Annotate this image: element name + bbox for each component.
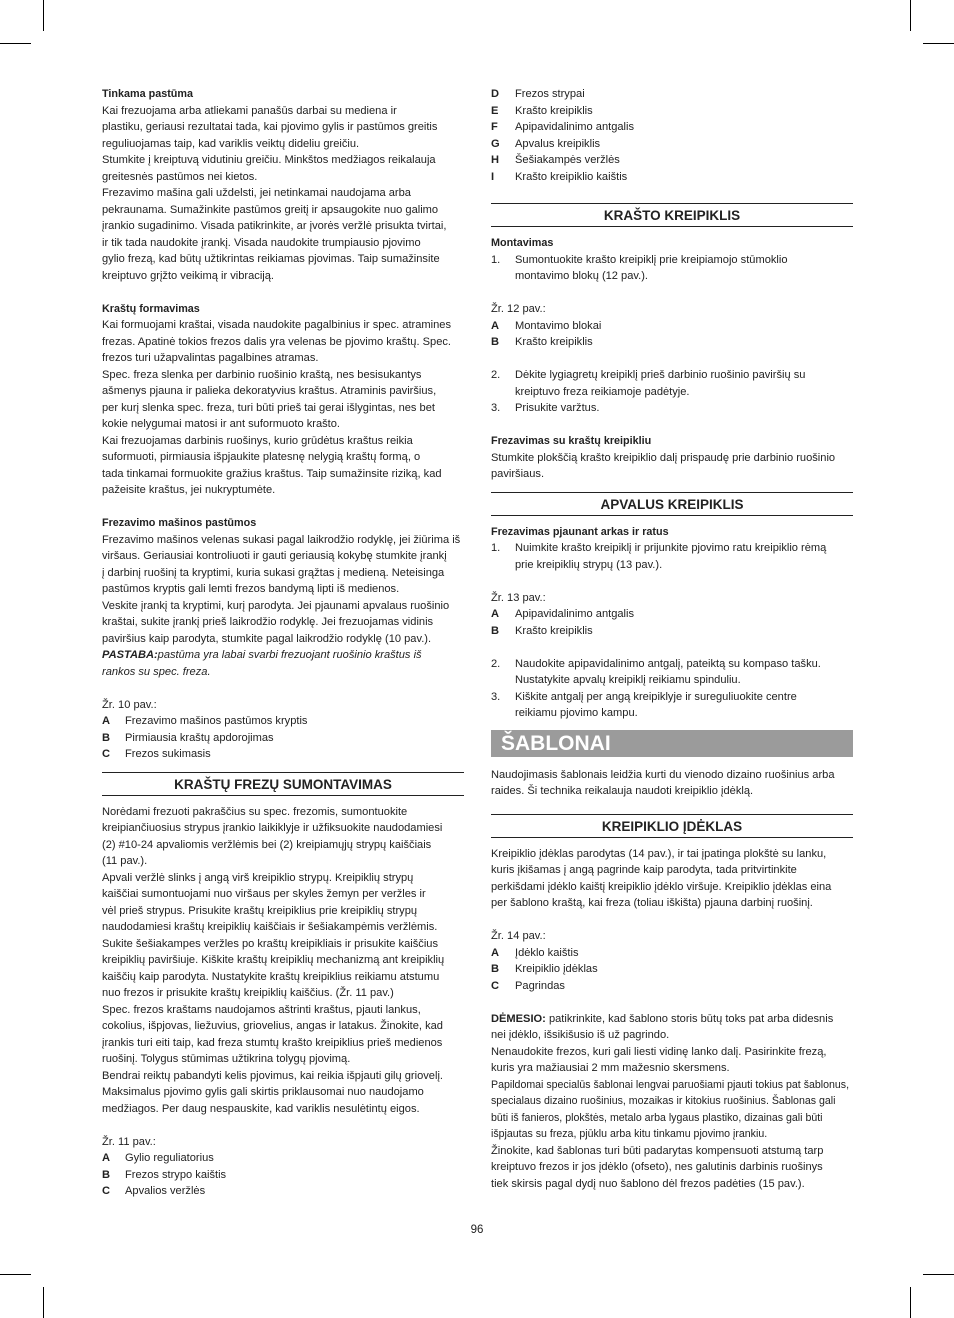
step-text: montavimo blokų (12 pav.). <box>515 270 648 282</box>
tinkama-line: kreiptuvo grįžto veikimą ir vibraciją. <box>102 269 275 282</box>
zinokite-line: kreiptuvo frezos ir jos įdėklo (ofseto), nes galutinis darbinis ruošinys <box>491 1161 823 1173</box>
tinkama-line: plastiku, geriausi rezultatai tada, kai pjovimo gylis ir pastūmos greitis <box>102 121 438 133</box>
montavimas-heading: Montavimas <box>491 237 554 249</box>
papildomai-line: Papildomai specialūs šablonai lengvai paruošiami pjauti tokius pat šablonus, <box>491 1078 850 1091</box>
section1-line: įrankis turi eiti taip, kad freza stumtų krašto kreipiklius prieš medienos <box>102 1036 443 1049</box>
step-text: Nustatykite apvalų kreipiklį reikiamu spinduliu. <box>515 674 741 686</box>
demesio-line: Nenaudokite frezos, kuri gali liesti vidinę lanko dalį. Pasirinkite frezą, <box>491 1045 827 1058</box>
krastu-line: frezos turi užapvalintas pagalbines atramas. <box>102 352 319 364</box>
step-number: 2. <box>491 657 501 670</box>
item-text: Frezos strypai <box>515 88 585 100</box>
section1-line: ruošinį. Tolygus stūmimas užtikrina tolygų pjovimą. <box>102 1053 351 1065</box>
item-key: A <box>102 715 111 727</box>
item-key: A <box>491 608 500 620</box>
section1-line: Maksimalus pjovimo gylis gali skirtis priklausomai nuo naudojamo <box>102 1086 424 1098</box>
parts-item <box>491 119 853 136</box>
tinkama-line: gylio frezą, kad būtų užtikrintas reikiamas pjovimas. Taip sumažinsite <box>102 253 440 265</box>
tinkama-line: Frezavimo mašina gali uždelsti, jei netinkamai naudojama arba <box>102 187 411 199</box>
demesio-text: patikrinkite, kad šablono storis būtų toks pat arba didesnis <box>548 1012 834 1025</box>
krastu-line: per kurį slenka spec. freza, turi būti prieš tai gerai išlygintas, nes bet <box>102 401 435 414</box>
section1-line: kreipiklių paviršiuje. Kiškite kraštų kreipiklių mechanizmą ant kreipiklių <box>102 954 445 966</box>
item-key: C <box>491 979 500 992</box>
section1-line: cokolius, išpjovas, liežuvius, griovelius, angas ir latakus. Žinokite, kad <box>102 1020 443 1032</box>
idejklas-line: Kreipiklio įdėklas parodytas (14 pav.), ir tai įpatinga plokštė su lanku, <box>491 847 827 860</box>
item-key: D <box>491 88 500 100</box>
item-text: Frezavimo mašinos pastūmos kryptis <box>125 715 308 727</box>
crop-mark <box>923 1274 954 1275</box>
tinkama-heading: Tinkama pastūma <box>102 88 194 100</box>
item-text: Šešiakampės veržlės <box>515 154 620 166</box>
tinkama-line: reguliuojamas taip, kad variklis veiktų dideliu greičiu. <box>102 137 360 150</box>
step-item <box>491 656 853 689</box>
section1-line: (11 pav.). <box>102 855 148 867</box>
parts-item <box>491 86 853 103</box>
crop-mark <box>0 1274 31 1275</box>
step-text: Nuimkite krašto kreipiklį ir prijunkite pjovimo ratu kreipiklio rėmą <box>515 542 827 554</box>
parts-item <box>491 169 853 186</box>
fig11-ref: Žr. 11 pav.: <box>102 1135 156 1148</box>
section1-line: Apvali veržlė slinks į angą virš kreipiklio strypų. Kreipiklių strypų <box>102 871 414 884</box>
demesio-note <box>491 1011 853 1028</box>
step-text: Sumontuokite krašto kreipiklį prie kreipiamojo stūmoklio <box>515 253 788 266</box>
item-text: Krašto kreipiklis <box>515 624 593 637</box>
tinkama-line: greitesnės pastūmos nei kietos. <box>102 170 258 183</box>
step-number: 3. <box>491 690 501 703</box>
pastaba-note <box>102 647 464 664</box>
fig12-ref: Žr. 12 pav.: <box>491 303 546 315</box>
section1-line: Bendrai reiktų pabandyti kelis pjovimus, kai reikia išpjauti gilų griovelį. <box>102 1069 443 1082</box>
item-text: Pirmiausia kraštų apdorojimas <box>125 731 274 744</box>
section1-line: kaiščiai sumontuojami nuo viršaus per skyles žemyn per veržles ir <box>102 888 426 900</box>
section1-line: nuo frezos ir prisukite kraštų kreipiklių kaiščius. (Žr. 11 pav.) <box>102 987 394 999</box>
crop-mark <box>43 1287 44 1318</box>
zinokite-line: Žinokite, kad šablonas turi būti padarytas kompensuoti atstumą tarp <box>491 1144 824 1157</box>
idejklas-line: per šablono kraštą, kai freza (toliau iškišta) pjauna darbinį ruošinį. <box>491 897 813 909</box>
step-item <box>491 252 853 285</box>
krastu-line: tada tinkamai formuokite gražius kraštus. Taip sumažinsite riziką, kad <box>102 467 442 480</box>
fig14-ref: Žr. 14 pav.: <box>491 930 546 942</box>
krastu-line: pažeisite kraštus, jei nukryptumėte. <box>102 484 276 496</box>
step-text: prie kreipiklių strypų (13 pav.). <box>515 558 663 571</box>
papildomai-line: išpjautas su freza, pjūklu arba kitu tinkamu pjovimo įrankiu. <box>491 1128 768 1140</box>
item-key: E <box>491 104 499 117</box>
tinkama-line: Kai frezuojama arba atliekami panašūs darbai su mediena ir <box>102 104 397 117</box>
item-text: Pagrindas <box>515 979 565 992</box>
tinkama-line: ir tik tada naudokite įrankį. Visada naudokite trumpiausio pjovimo <box>102 236 421 249</box>
fig10-item <box>102 713 464 730</box>
fig10-item <box>102 746 464 763</box>
mashinos-line: kraštai, sukite įrankį prieš laikrodžio rodyklę. Jei frezuojamas vidinis <box>102 616 434 628</box>
item-key: B <box>102 731 111 744</box>
crop-mark <box>923 43 954 44</box>
item-text: Apipavidalinimo antgalis <box>515 121 635 133</box>
section1-line: kreipiančiuosius strypus įrankio laikiklyje ir užfiksuokite naudodamiesi <box>102 822 443 834</box>
mashinos-line: paviršius kaip parodyta, stumkite pagal laikrodžio rodyklę (10 pav.). <box>102 632 432 645</box>
step-text: kreiptuvo freza reikiamoje padėtyje. <box>515 385 690 398</box>
crop-mark <box>910 0 911 31</box>
item-text: Įdėklo kaištis <box>515 946 579 959</box>
step-item <box>491 367 853 400</box>
page-number: 96 <box>470 1224 484 1236</box>
tinkama-line: įrankio sugadinimo. Visada patikrinkite, ar įvorės veržlė prisukta tvirtai, <box>102 220 447 232</box>
tinkama-line: pekraunama. Sumažinkite pastūmos greitį ir apsaugokite nuo galimo <box>102 203 439 216</box>
section1-line: Sukite šešiakampes veržles po kraštų kreipikliais ir prisukite kaiščius <box>102 937 439 950</box>
fig11-item <box>102 1150 464 1167</box>
section1-line: medžiagos. Per daug nespauskite, kad variklis nesulėtintų eigos. <box>102 1102 420 1115</box>
item-key: C <box>102 1185 111 1197</box>
krastu-line: Kai formuojami kraštai, visada naudokite pagalbinius ir spec. atramines <box>102 319 452 331</box>
krastu-heading: Kraštų formavimas <box>102 302 200 315</box>
step-number: 2. <box>491 369 501 381</box>
section1-line: vėl prieš strypus. Prisukite kraštų kreipiklius prie kreipiklių strypų <box>102 904 418 917</box>
fig14-item <box>491 961 853 978</box>
fig12-item <box>491 318 853 335</box>
item-text: Krašto kreipiklis <box>515 104 593 117</box>
krastu-line: kokie nelygumai matosi ir ant suformuoto krašto. <box>102 418 341 430</box>
crop-mark <box>43 0 44 31</box>
papildomai-line: būti iš fanieros, plokštės, metalo arba lygaus plastiko, dizainas gali būti <box>491 1111 823 1124</box>
parts-item <box>491 152 853 169</box>
item-key: A <box>491 946 500 959</box>
fig10-ref: Žr. 10 pav.: <box>102 698 157 711</box>
arkas-heading: Frezavimas pjaunant arkas ir ratus <box>491 525 669 538</box>
demesio-line: kuris yra mažiausiai 2 mm mažesnio skersmens. <box>491 1062 730 1074</box>
step-number: 1. <box>491 253 501 266</box>
step-number: 1. <box>491 542 501 554</box>
fig13-item <box>491 606 853 623</box>
demesio-label: DĖMESIO: <box>491 1012 546 1025</box>
parts-item <box>491 103 853 120</box>
item-key: H <box>491 154 500 166</box>
big-section-title-šablonai: ŠABLONAI <box>491 730 853 757</box>
right-column <box>491 86 853 1192</box>
section-title-kreipiklio-įdėklas: KREIPIKLIO ĮDĖKLAS <box>491 814 853 838</box>
parts-item <box>491 136 853 153</box>
item-key: A <box>102 1152 111 1164</box>
section1-line: kaiščių kaip parodyta. Nustatykite kraštų kreipiklius reikiamu atstumu <box>102 970 440 983</box>
section1-line: naudodamiesi kraštų kreipiklių kaiščiais ir šešiakampėmis veržlėmis. <box>102 921 438 933</box>
item-key: B <box>491 336 500 348</box>
section-title-apvalus-kreipiklis: APVALUS KREIPIKLIS <box>491 492 853 516</box>
item-key: A <box>491 319 500 332</box>
mashinos-line: į darbinį ruošinį ta kryptimi, kuria sukasi grąžtas į medieną. Neteisinga <box>102 566 445 579</box>
item-key: B <box>102 1168 111 1181</box>
mashinos-heading: Frezavimo mašinos pastūmos <box>102 517 257 529</box>
section1-line: (2) #10-24 apvaliomis veržlėmis bei (2) kreipiamųjų strypų kaiščiais <box>102 838 432 851</box>
frezavimas-heading: Frezavimas su kraštų kreipikliu <box>491 435 652 447</box>
zinokite-line: tiek skirsis pagal dydį nuo šablono dėl frezos padėties (15 pav.). <box>491 1177 805 1190</box>
fig14-item <box>491 945 853 962</box>
pastaba-label: PASTABA: <box>102 649 158 661</box>
step-text: Dėkite lygiagretų kreipiklį prieš darbinio ruošinio paviršių su <box>515 369 806 381</box>
item-key: I <box>491 170 495 183</box>
fig10-item <box>102 730 464 747</box>
crop-mark <box>0 43 31 44</box>
item-text: Frezos sukimasis <box>125 748 211 760</box>
step-text: Prisukite varžtus. <box>515 402 600 414</box>
step-text: Kiškite antgalį per angą kreipiklyje ir sureguliuokite centre <box>515 690 797 703</box>
item-text: Gylio reguliatorius <box>125 1152 214 1164</box>
pastaba-line: rankos su spec. freza. <box>102 665 211 678</box>
mashinos-line: viršaus. Geriausiai kontroliuoti ir gauti geriausią kokybę stumkite įrankį <box>102 550 447 562</box>
item-text: Apvalus kreipiklis <box>515 137 601 150</box>
item-text: Apvalios veržlės <box>125 1185 206 1197</box>
sablonai-line: raides. Ši technika reikalauja naudoti kreipiklio įdėklą. <box>491 785 754 797</box>
krastu-line: suformuoti, pirmiausia išpjaukite platesnę nelygią kraštų formą, o <box>102 451 421 463</box>
section1-line: Spec. frezos kraštams naudojamos aštrinti kraštus, pjauti lankus, <box>102 1003 421 1016</box>
section-title-krašto-kreipiklis: KRAŠTO KREIPIKLIS <box>491 203 853 227</box>
fig12-item <box>491 334 853 351</box>
krastu-line: Spec. freza slenka per darbinio ruošinio kraštą, nes besisukantys <box>102 368 422 381</box>
left-column <box>102 86 464 1200</box>
item-key: F <box>491 121 498 133</box>
step-item <box>491 540 853 573</box>
pastaba-text: pastūma yra labai svarbi frezuojant ruošinio kraštus iš <box>157 649 422 661</box>
frezavimas-line: paviršiaus. <box>491 468 545 480</box>
fig13-item <box>491 623 853 640</box>
item-text: Kreipiklio įdėklas <box>515 963 598 975</box>
step-item <box>491 689 853 722</box>
item-text: Apipavidalinimo antgalis <box>515 608 635 620</box>
crop-mark <box>910 1287 911 1318</box>
papildomai-line: specialaus dizaino ruošinius, mozaikas ir kitokius ruošinius. Šablonas gali <box>491 1095 836 1107</box>
tinkama-line: Stumkite į kreiptuvą vidutiniu greičiu. Minkštos medžiagos reikalauja <box>102 154 436 166</box>
fig11-item <box>102 1167 464 1184</box>
item-text: Krašto kreipiklio kaištis <box>515 170 628 183</box>
frezavimas-line: Stumkite plokščią krašto kreipiklio dalį prispaudę prie darbinio ruošinio <box>491 451 836 464</box>
step-item <box>491 400 853 417</box>
item-key: B <box>491 963 500 975</box>
sablonai-line: Naudojimasis šablonais leidžia kurti du vienodo dizaino ruošinius arba <box>491 768 835 781</box>
krastu-line: frezas. Apatinė tokios frezos dalis yra velenas be pjovimo kraštų. Spec. <box>102 335 452 348</box>
section-title-kraštų-frezų: KRAŠTŲ FREZŲ SUMONTAVIMAS <box>102 772 464 796</box>
item-key: G <box>491 137 500 150</box>
demesio-line: nei įdėklo, išsikišusio iš už pagrindo. <box>491 1029 670 1041</box>
step-text: Naudokite apipavidalinimo antgalį, pateiktą su kompaso tašku. <box>515 657 821 670</box>
fig14-item <box>491 978 853 995</box>
mashinos-line: Frezavimo mašinos velenas sukasi pagal laikrodžio rodyklę, jei žiūrima iš <box>102 533 461 546</box>
item-text: Krašto kreipiklis <box>515 336 593 348</box>
mashinos-line: pastūmos kryptis gali lemti frezos bandymą lipti iš medienos. <box>102 583 400 595</box>
krastu-line: Kai frezuojamas darbinis ruošinys, kurio grūdėtus kraštus reikia <box>102 434 413 447</box>
item-key: C <box>102 748 111 760</box>
idejklas-line: perkišdami įdėklo kaištį kreipiklio įdėklo viršuje. Kreipiklio įdėklas eina <box>491 880 832 893</box>
fig11-item <box>102 1183 464 1200</box>
item-text: Frezos strypo kaištis <box>125 1168 227 1181</box>
fig13-ref: Žr. 13 pav.: <box>491 591 546 604</box>
step-number: 3. <box>491 402 501 414</box>
section1-line: Norėdami frezuoti pakraščius su spec. frezomis, sumontuokite <box>102 805 408 818</box>
idejklas-line: kuris įkišamas į angą pagrinde kaip parodyta, tada pritvirtinkite <box>491 864 797 876</box>
krastu-line: ašmenys pjauna ir palieka dekoratyvius kraštus. Atraminis paviršius, <box>102 385 437 397</box>
item-text: Montavimo blokai <box>515 319 602 332</box>
mashinos-line: Veskite įrankį ta kryptimi, kurį parodyta. Jei pjaunami apvalaus ruošinio <box>102 599 450 612</box>
step-text: reikiamu pjovimo kampu. <box>515 707 638 719</box>
item-key: B <box>491 624 500 637</box>
